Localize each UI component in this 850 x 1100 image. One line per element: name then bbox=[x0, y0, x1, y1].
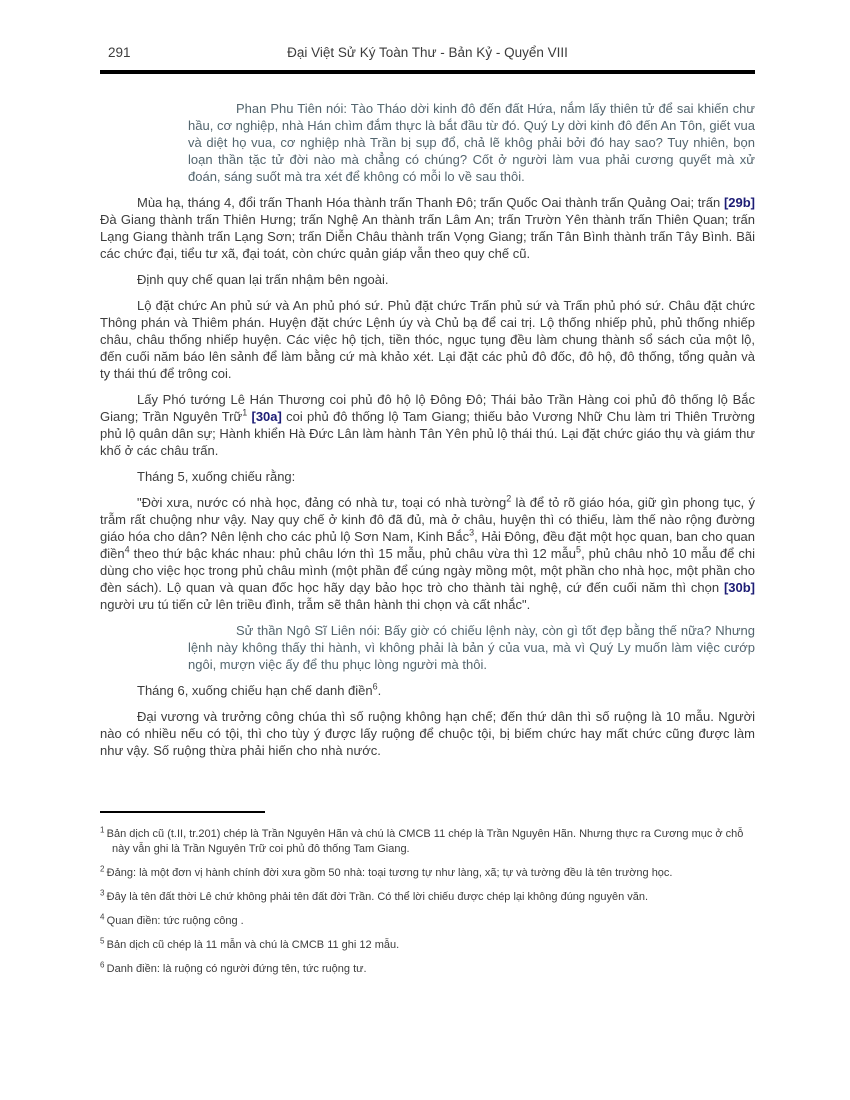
footnote-ref: 5 bbox=[576, 544, 582, 555]
footnotes bbox=[100, 827, 755, 977]
text-run: Lấy Phó tướng Lê Hán Thương coi phủ đô hộ lộ Đông Đô; Thái bảo Trần Hàng coi phủ đô thống lộ Bắc Giang; Trần Nguyên Trữ bbox=[100, 392, 755, 424]
footnote-number: 6 bbox=[100, 960, 107, 970]
footnote-text: Bản dịch cũ (t.II, tr.201) chép là Trần Nguyên Hãn và chú là CMCB 11 chép là Trần Nguyên Hãn. Nhưng thực ra Cương mục ở chỗ này vẫn ghi là Trần Nguyên Trữ coi phủ đô thống Tam Giang. bbox=[106, 828, 744, 855]
page-header bbox=[100, 45, 755, 65]
text-run: Mùa hạ, tháng 4, đổi trấn Thanh Hóa thành trấn Thanh Đô; trấn Quốc Oai thành trấn Quảng Oai; trấn bbox=[137, 195, 724, 210]
folio-marker: [30a] bbox=[251, 409, 282, 424]
footnote-number: 4 bbox=[100, 912, 107, 922]
folio-marker: [29b] bbox=[723, 195, 755, 210]
header-rule bbox=[100, 70, 755, 74]
document-body bbox=[100, 100, 755, 759]
text-run: Đà Giang thành trấn Thiên Hưng; trấn Nghệ An thành trấn Lâm An; trấn Trườn Yên thành trấn Thiên Quan; trấn Lạng Giang thành trấn Lạng Sơn; trấn Diễn Châu thành trấn Vọng Giang; trấn Tân Bình thành trấn Tây Bình. Bãi các chức đại, tiểu tư xã, đại toát, còn chức quản giáp vẫn theo quy chế cũ. bbox=[100, 212, 755, 261]
footnote-ref: 2 bbox=[506, 493, 512, 504]
footnote-item bbox=[100, 827, 755, 857]
footnote-number: 2 bbox=[100, 864, 107, 874]
body-paragraph bbox=[100, 194, 755, 262]
text-run: Tháng 6, xuống chiếu hạn chế danh điền bbox=[137, 683, 373, 698]
body-paragraph bbox=[100, 494, 755, 613]
footnote-ref: 6 bbox=[372, 681, 378, 692]
text-run: "Đời xưa, nước có nhà học, đảng có nhà tư, toại có nhà tường bbox=[137, 495, 507, 510]
text-run: người ưu tú tiến cử lên triều đình, trẫm sẽ thân hành thi chọn và cất nhắc". bbox=[100, 597, 531, 612]
footnote-separator bbox=[100, 811, 265, 813]
text-run: . bbox=[377, 683, 382, 698]
text-run: Tháng 5, xuống chiếu rằng: bbox=[137, 469, 296, 484]
footnote-item bbox=[100, 914, 755, 929]
text-run: , phủ châu nhỏ 10 mẫu để chi dùng cho việc học trong phủ châu mình (một phần để cúng ngày mồng một, một phần cho nhà học, một phần cho đèn sách). Lộ quan và quan đốc học hãy dạy bảo học trò cho thành tài nghệ, cứ đến cuối năm thì chọn bbox=[100, 546, 755, 595]
body-paragraph bbox=[100, 271, 755, 288]
text-run: Sử thần Ngô Sĩ Liên nói: Bấy giờ có chiếu lệnh này, còn gì tốt đẹp bằng thế nữa? Nhưng lệnh này không thấy thi hành, vì không phải là bản ý của vua, mà vì Quý Ly muốn làm việc cướp ngôi, mượn việc ấy để thu phục lòng người mà thôi. bbox=[188, 623, 755, 672]
footnote-item bbox=[100, 890, 755, 905]
text-run: Định quy chế quan lại trấn nhậm bên ngoài. bbox=[137, 272, 389, 287]
footnote-text: Quan điền: tức ruộng công . bbox=[106, 915, 244, 927]
body-paragraph bbox=[100, 297, 755, 382]
body-paragraph bbox=[100, 468, 755, 485]
footnote-text: Bản dịch cũ chép là 11 mẫn và chú là CMCB 11 ghi 12 mẫu. bbox=[106, 939, 400, 951]
body-paragraph bbox=[100, 682, 755, 699]
footnote-item bbox=[100, 938, 755, 953]
footnote-item bbox=[100, 962, 755, 977]
footnote-ref: 3 bbox=[469, 527, 475, 538]
text-run: Phan Phu Tiên nói: Tào Tháo dời kinh đô đến đất Hứa, nắm lấy thiên tử để sai khiến chư hầu, cơ nghiệp, nhà Hán chìm đắm thực là bắt đầu từ đó. Quý Ly dời kinh đô đến An Tôn, giết vua và diệt họ vua, cơ nghiệp nhà Trần bị sụp đổ, chả lẽ khôg phải bởi đó hay sao? Tuy nhiên, bọn loạn thần tặc tử đời nào mà chẳng có chúng? Cốt ở người làm vua phải cương quyết mà xử đoán, sáng suốt mà tra xét để không có mỗi lo về sau thôi. bbox=[188, 101, 755, 184]
footnote-number: 1 bbox=[100, 825, 107, 835]
text-run: theo thứ bậc khác nhau: phủ châu lớn thì 15 mẫu, phủ châu vừa thì 12 mẫu bbox=[129, 546, 577, 561]
footnote-ref: 4 bbox=[124, 544, 130, 555]
footnote-number: 5 bbox=[100, 936, 107, 946]
folio-marker: [30b] bbox=[723, 580, 755, 595]
footnote-text: Đảng: là một đơn vị hành chính đời xưa gồm 50 nhà: toại tương tự như làng, xã; tự và tường đều là tên trường học. bbox=[106, 867, 673, 879]
footnote-text: Đây là tên đất thời Lê chứ không phải tên đất đời Trần. Có thể lời chiếu được chép lại không đúng nguyên văn. bbox=[106, 891, 649, 903]
text-run: Lộ đặt chức An phủ sứ và An phủ phó sứ. Phủ đặt chức Trấn phủ sứ và Trấn phủ phó sứ. Châu đặt chức Thông phán và Thiêm phán. Huyện đặt chức Lệnh úy và Chủ bạ để cai trị. Lộ thống nhiếp phủ, phủ thống nhiếp châu, châu thống nhiếp huyện. Các việc hộ tịch, tiền thóc, ngục tụng đều làm chung thành sổ sách của một lộ, đến cuối năm báo lên sảnh để làm bằng cứ mà khảo xét. Lại đặt các phủ đô đốc, đô hộ, đô thống, tổng quản và ty thái thú để trông coi. bbox=[100, 298, 755, 381]
commentary-paragraph bbox=[188, 100, 755, 185]
commentary-paragraph bbox=[188, 622, 755, 673]
footnote-item bbox=[100, 866, 755, 881]
text-run: , Hải Đông, đều đặt một học quan, ban cho quan điền bbox=[100, 529, 756, 561]
text-run: Đại vương và trưởng công chúa thì số ruộng không hạn chế; đến thứ dân thì số ruộng là 10 mẫu. Người nào có nhiều nếu có tội, thì cho tùy ý được lấy ruộng để chuộc tội, bị biếm chức hay mất chức cũng được làm như vậy. Số ruộng thừa phải hiến cho nhà nước. bbox=[100, 709, 755, 758]
page-title: Đại Việt Sử Ký Toàn Thư - Bản Kỷ - Quyển VIII bbox=[287, 45, 568, 60]
footnote-text: Danh điền: là ruộng có người đứng tên, tức ruộng tư. bbox=[106, 963, 367, 975]
footnote-ref: 1 bbox=[242, 407, 248, 418]
body-paragraph bbox=[100, 708, 755, 759]
footnote-number: 3 bbox=[100, 888, 107, 898]
page-number: 291 bbox=[108, 45, 131, 60]
text-run: coi phủ đô thống lộ Tam Giang; thiếu bảo Vương Nhữ Chu làm tri Thiên Trường phủ lộ quân dân sự; Hành khiển Hà Đức Lân làm hành Tân Yên phủ lộ thái thú. Lại đặt chức giáo thụ và giám thư khố ở các châu trấn. bbox=[100, 409, 755, 458]
text-run: là để tỏ rõ giáo hóa, giữ gìn phong tục, ý trẫm rất chuộng như vậy. Nay quy chế ở kinh đô đã đủ, mà ở châu, huyện thì có thiếu, làm thế nào rộng đường giáo hóa cho dân? Nên lệnh cho các phủ lộ Sơn Nam, Kinh Bắc bbox=[100, 495, 756, 544]
body-paragraph bbox=[100, 391, 755, 459]
